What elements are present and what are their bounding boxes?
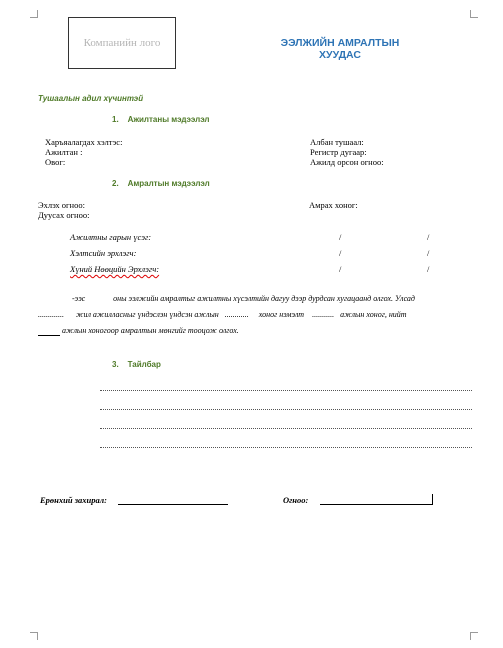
page-corner-bottom-left xyxy=(30,632,38,640)
field-register-number: Регистр дугаар: xyxy=(310,147,367,157)
company-logo-placeholder xyxy=(68,17,176,69)
page-corner-top-right xyxy=(470,10,478,18)
field-start-date: Эхлэх огноо: xyxy=(38,200,85,210)
notes-line-3 xyxy=(100,428,472,429)
logo-text: Компанийн лого xyxy=(83,37,161,49)
director-label: Ерөнхий захирал: xyxy=(40,495,107,505)
notes-line-1 xyxy=(100,390,472,391)
section-1-title: Ажилтаны мэдээлэл xyxy=(127,115,210,124)
section-3-title: Тайлбар xyxy=(127,360,161,369)
leave-paragraph-line-3: ажлын хоногоор амралтын мөнгийг тооцож олгох. xyxy=(62,326,239,335)
field-department: Харъяалагдах хэлтэс: xyxy=(45,137,123,147)
date-signature-line xyxy=(320,504,432,505)
sign-label-hr-head: Хүний Нөөцийн Эрхлэгч: xyxy=(70,264,160,274)
sign-slash-3a: / xyxy=(339,264,342,274)
field-employee: Ажилтан : xyxy=(45,147,83,157)
sign-label-department-head: Хэлтсийн эрхлэгч: xyxy=(70,248,137,258)
sign-row-department-head xyxy=(70,248,136,258)
sign-slash-2b: / xyxy=(427,248,430,258)
sign-row-hr-head xyxy=(70,264,159,274)
page-corner-top-left xyxy=(30,10,38,18)
leave-paragraph-line-1: -ээс оны ээлжийн амралтыг ажилтны хүсэлтийн дагуу дээр дурдсан хугацаанд олгох. Улсад xyxy=(72,294,415,303)
section-2-heading xyxy=(112,179,210,188)
document-title xyxy=(250,37,430,61)
field-hire-date: Ажилд орсон огноо: xyxy=(310,157,384,167)
field-position: Албан тушаал: xyxy=(310,137,364,147)
approval-note: Тушаалын адил хүчинтэй xyxy=(38,94,144,103)
section-1-number: 1. xyxy=(112,115,119,124)
title-line-2: ХУУДАС xyxy=(319,49,361,61)
page-corner-bottom-right xyxy=(470,632,478,640)
total-days-blank xyxy=(38,335,60,336)
sign-label-employee: Ажилтны гарын үсэг: xyxy=(70,232,152,242)
leave-paragraph-line-2: ............. жил ажилласныг үндэслэн үндсэн ажлын ............ хоног нэмэлт ........... ажлын хоног, нийт xyxy=(38,310,407,319)
date-label: Огноо: xyxy=(283,495,309,505)
notes-line-2 xyxy=(100,409,472,410)
sign-slash-2a: / xyxy=(339,248,342,258)
section-2-number: 2. xyxy=(112,179,119,188)
employee-info-right xyxy=(310,137,384,167)
notes-line-4 xyxy=(100,447,472,448)
employee-info-left xyxy=(45,137,122,167)
sign-slash-1b: / xyxy=(427,232,430,242)
title-line-1: ЭЭЛЖИЙН АМРАЛТЫН xyxy=(280,37,400,49)
section-3-heading xyxy=(112,360,161,369)
text-cursor xyxy=(432,494,433,505)
field-surname: Овог: xyxy=(45,157,66,167)
section-2-title: Амралтын мэдээлэл xyxy=(127,179,210,188)
sign-slash-1a: / xyxy=(339,232,342,242)
section-1-heading xyxy=(112,115,210,124)
director-signature-line xyxy=(118,504,228,505)
sign-row-employee xyxy=(70,232,151,242)
section-3-number: 3. xyxy=(112,360,119,369)
field-leave-days: Амрах хоног: xyxy=(309,200,358,210)
sign-slash-3b: / xyxy=(427,264,430,274)
field-end-date: Дуусах огноо: xyxy=(38,210,90,220)
